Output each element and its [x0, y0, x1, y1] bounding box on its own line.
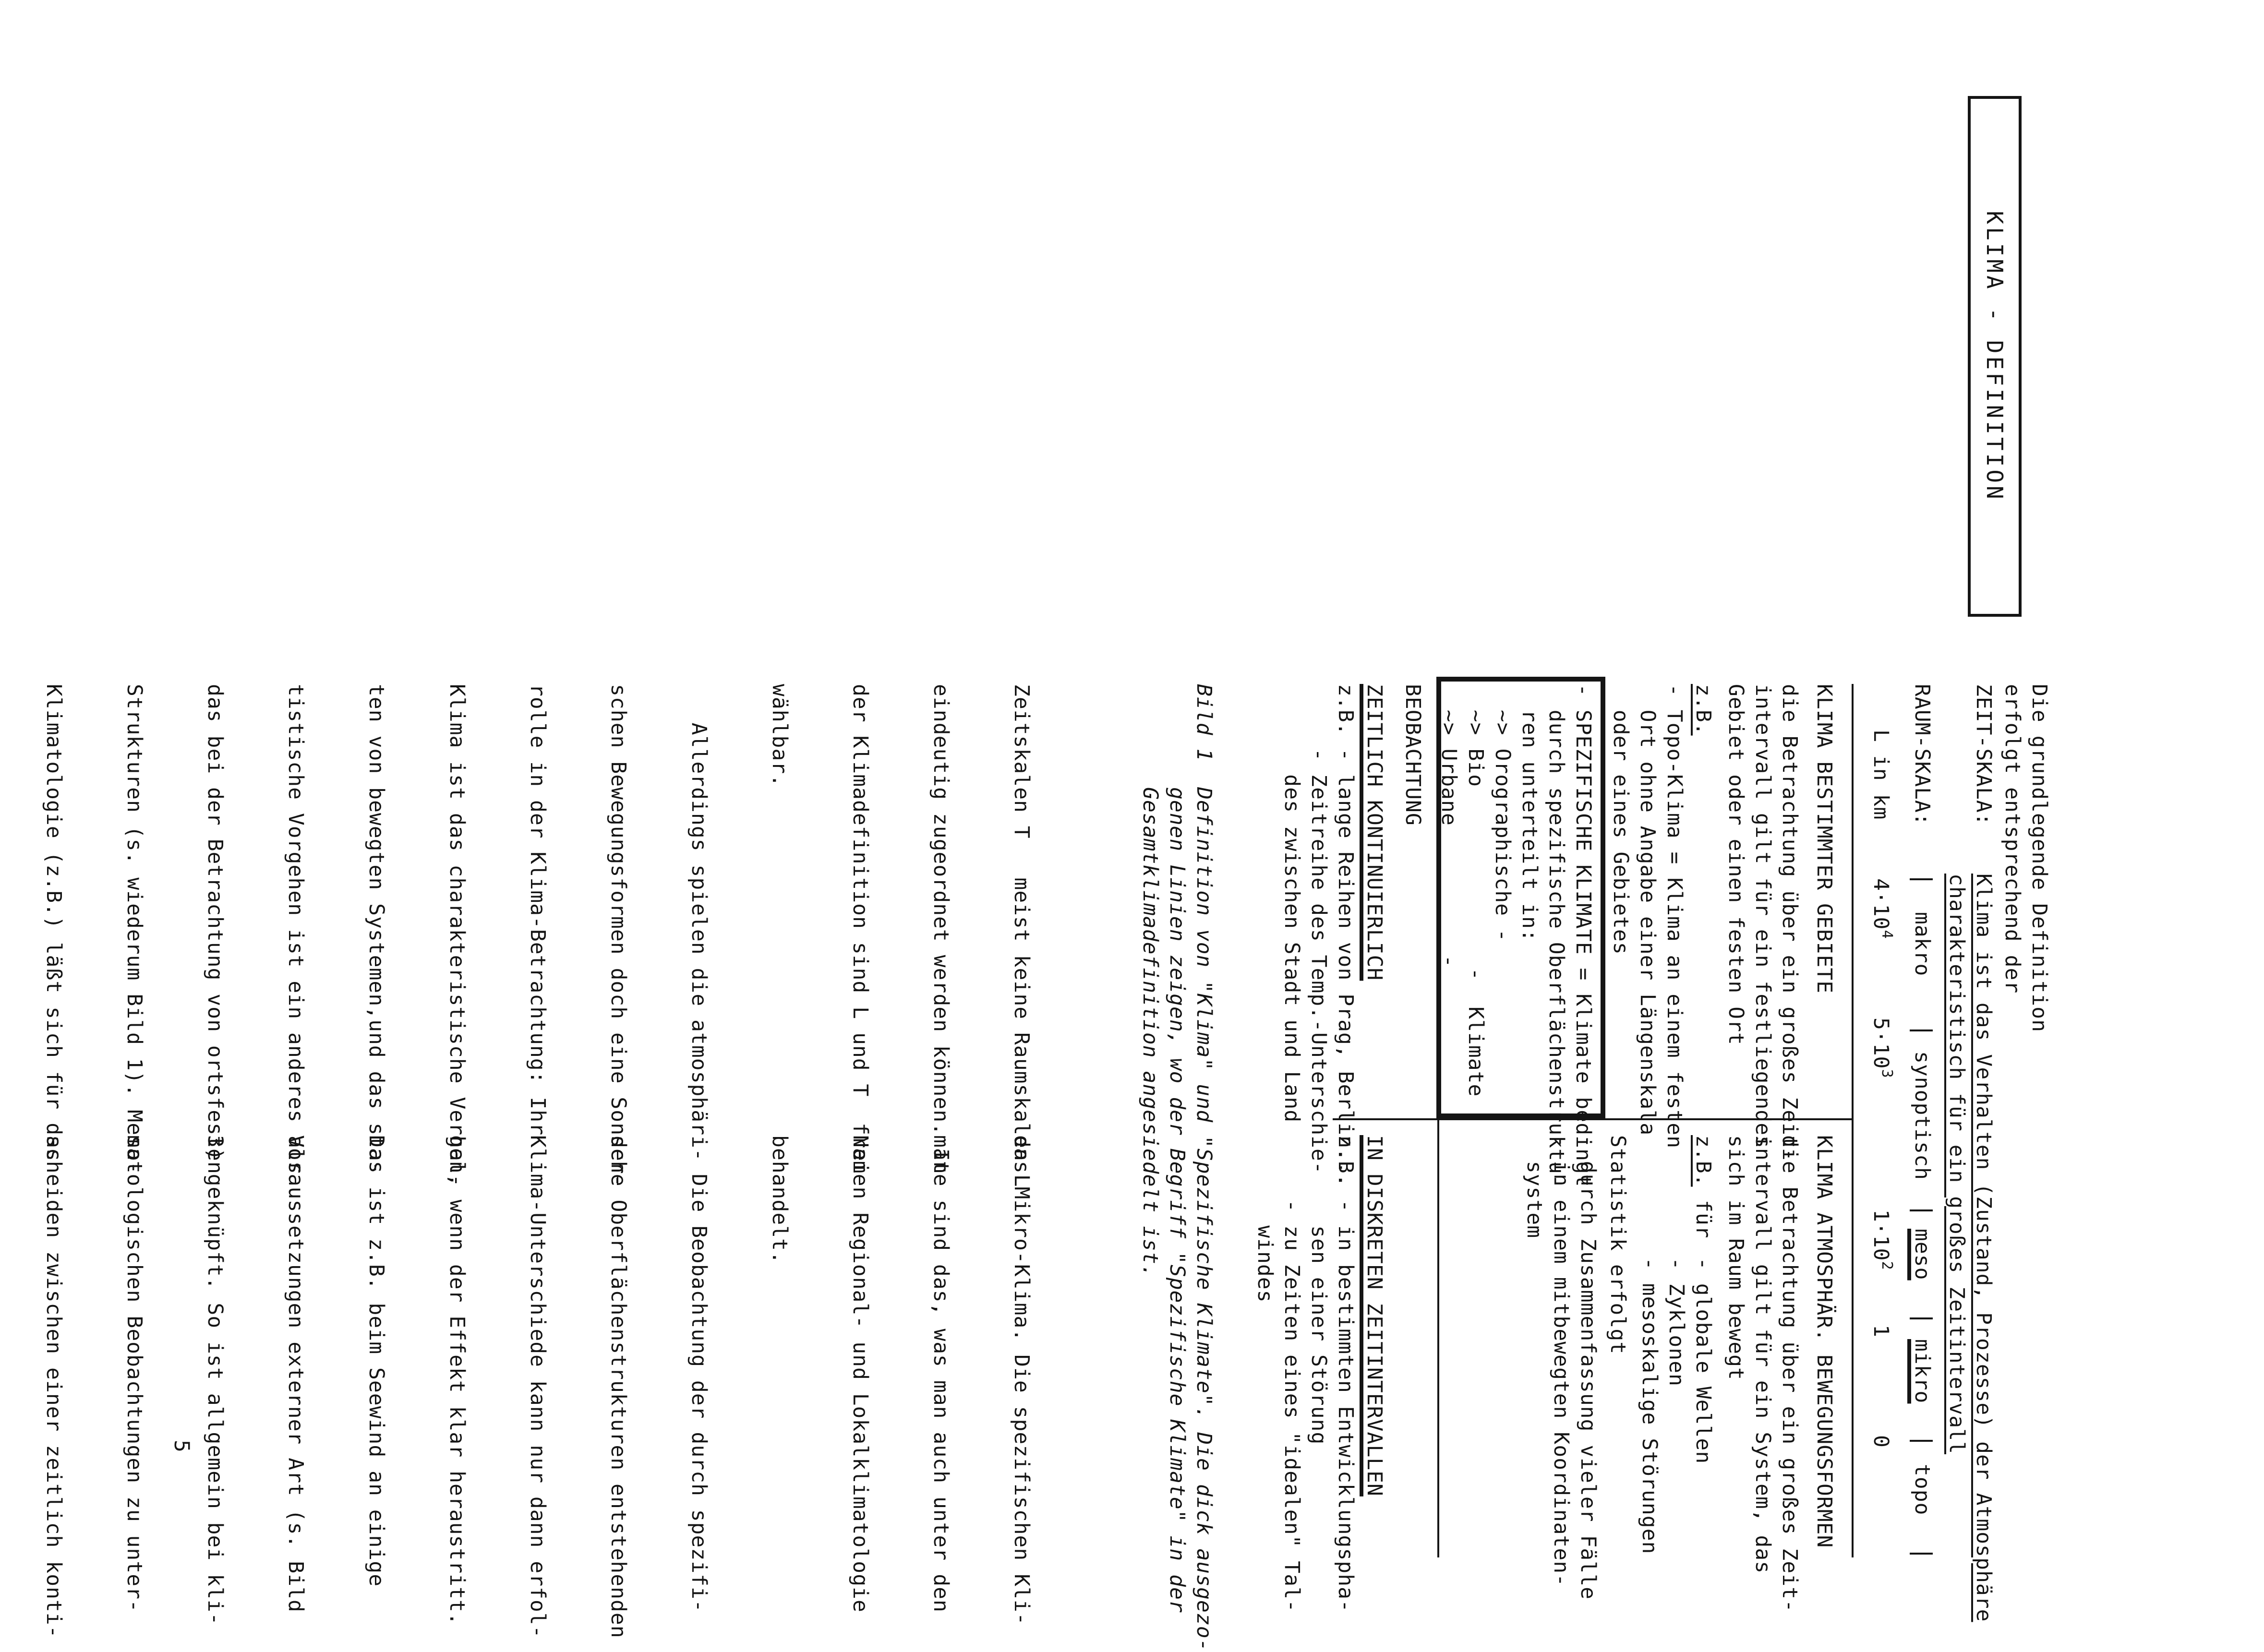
body-line: Zeitskalen T meist keine Raumskalen L [1010, 684, 1034, 1187]
spezifische-line-1: - SPEZIFISCHE KLIMATE = Klimate bedingt [1571, 684, 1595, 1187]
left-para-2: intervall gilt für ein festliegendes [1751, 684, 1775, 1149]
scale-value-1-exp: 4 [1879, 930, 1896, 939]
zeit-skala-label: ZEIT-SKALA: [1972, 684, 1996, 826]
page-title: KLIMA - DEFINITION [1982, 211, 2008, 502]
right-wave-2: - Zyklonen [1664, 1257, 1688, 1387]
scale-synoptisch: synoptisch [1910, 1051, 1934, 1180]
right-fuer: für [1691, 1200, 1715, 1239]
intro-line-1: Die grundlegende Definition [2027, 684, 2051, 1032]
body-line: Das ist z.B. beim Seewind an einige [364, 1135, 388, 1587]
right-stat-2: - in einem mitbewegten Koordinaten- [1549, 1135, 1573, 1587]
body-line: der Klimadefinition sind L und T frei [848, 684, 872, 1174]
scale-tick [1910, 1553, 1933, 1555]
diskret-line-3: - zu Zeiten eines "idealen" Tal- [1280, 1135, 1304, 1613]
body-line: ten von bewegten Systemen,und das sta- [364, 684, 388, 1174]
right-para-2: intervall gilt für ein System, das [1751, 1135, 1775, 1574]
scale-meso: meso [1910, 1229, 1934, 1281]
body-line: schen Bewegungsformen doch eine Sonder- [606, 684, 630, 1187]
page-number: 5 [169, 1440, 193, 1453]
spezifische-line-4: ~> Orographische - [1491, 684, 1515, 942]
left-topo-3: oder eines Gebietes [1609, 684, 1633, 955]
right-stat-1: - durch Zusammenfassung vieler Fälle [1576, 1135, 1600, 1600]
body-line: Die Beobachtung der durch spezifi- [687, 1135, 711, 1613]
scale-tick [1910, 1209, 1933, 1211]
scale-value-2-exp: 3 [1879, 1069, 1896, 1078]
body-line: Allerdings spielen die atmosphäri- [687, 684, 711, 1161]
body-line: Klimatologie (z.B.) läßt sich für das [42, 684, 66, 1161]
body-left-column [0, 684, 1089, 1187]
kontinuierlich-line-2: - Zeitreihe des Temp.-Unterschie- [1307, 684, 1331, 1174]
zeit-skala-line-2: charakteristisch für ein großes Zeitintervall [1945, 874, 1969, 1454]
scale-value-2-base: 5·10 [1869, 1018, 1893, 1069]
diskret-line-1: z.B. - in bestimmten Entwicklungspha- [1334, 1135, 1358, 1613]
body-line: tistische Vorgehen ist ein anderes als [284, 684, 308, 1174]
kontinuierlich-line-1: z.B. - lange Reihen von Prag, Berlin... [1334, 684, 1358, 1187]
body-line: 3) geknüpft. So ist allgemein bei kli- [203, 1135, 227, 1626]
scale-value-5: 0 [1869, 1435, 1893, 1448]
body-line: das Mikro-Klima. Die spezifischen Kli- [1010, 1135, 1034, 1626]
right-statistik: Statistik erfolgt [1606, 1135, 1630, 1355]
right-para-3: sich im Raum bewegt [1724, 1135, 1748, 1380]
kontinuierlich-heading: ZEITLICH KONTINUIERLICH [1362, 684, 1386, 981]
caption-line-2: genen Linien zeigen, wo der Begriff "Spezifische Klimate" in der [1165, 787, 1189, 1613]
body-line: Klima ist das charakteristische Verhal- [445, 684, 469, 1187]
scale-topo: topo [1910, 1464, 1934, 1516]
left-topo-1: - Topo-Klima = Klima an einem festen [1662, 684, 1686, 1149]
body-line: wählbar. [768, 684, 792, 788]
scale-mikro: mikro [1910, 1339, 1934, 1404]
body-line: matologischen Beobachtungen zu unter- [122, 1135, 146, 1613]
body-line: mate sind das, was man auch unter den [929, 1135, 953, 1613]
body-line: gen, wenn der Effekt klar heraustritt. [445, 1135, 469, 1626]
observation-rule [1437, 684, 1439, 1557]
scale-value-1-base: 4·10 [1869, 878, 1893, 930]
right-para-1: die Betrachtung über ein großes Zeit- [1778, 1135, 1802, 1613]
left-para-3: Gebiet oder einen festen Ort [1724, 684, 1748, 1045]
right-stat-3: system [1522, 1135, 1546, 1239]
diskret-line-2: sen einer Störung [1307, 1135, 1331, 1445]
divider-rule [1852, 684, 1854, 1557]
intro-line-2: erfolgt entsprechend der [2000, 684, 2024, 994]
left-zb: z.B. [1691, 684, 1715, 736]
spezifische-line-6: ~> Urbane - [1437, 684, 1461, 968]
body-line: Voraussetzungen externer Art (s. Bild [284, 1135, 308, 1613]
right-heading: KLIMA ATMOSPHÄR. BEWEGUNGSFORMEN [1812, 1135, 1836, 1548]
page-title-box [1968, 96, 2022, 617]
scale-value-1 [1867, 878, 1894, 939]
body-line: Namen Regional- und Lokalklimatologie [848, 1135, 872, 1613]
left-topo-2: Ort ohne Angabe einer Längenskala [1636, 684, 1660, 1136]
caption-label: Bild 1 [1192, 684, 1216, 762]
caption-line-3: Gesamtklimadefinition angesiedelt ist. [1138, 787, 1162, 1278]
raum-skala-label: RAUM-SKALA: [1910, 684, 1934, 826]
zeit-skala-line-1: Klima ist das Verhalten (Zustand, Prozesse) der Atmosphäre [1972, 874, 1996, 1622]
scale-value-4: 1 [1869, 1325, 1893, 1338]
body-line: rolle in der Klima-Betrachtung: Ihr [526, 684, 550, 1136]
scale-tick [1910, 1440, 1933, 1442]
body-line: scheiden zwischen einer zeitlich konti- [42, 1135, 66, 1639]
left-para-1: die Betrachtung über ein großes Zeit- [1778, 684, 1802, 1161]
body-line: Klima-Unterschiede kann nur dann erfol- [526, 1135, 550, 1639]
caption-line-1: Definition von "Klima" und "Spezifische Klimate". Die dick ausgezo- [1192, 787, 1216, 1652]
body-line: behandelt. [768, 1135, 792, 1264]
scale-value-2 [1867, 1018, 1894, 1078]
body-right-column [0, 1135, 1089, 1639]
right-wave-3: - mesoskalige Störungen [1638, 1257, 1662, 1555]
scale-tick [1910, 1030, 1933, 1031]
kontinuierlich-line-3: des zwischen Stadt und Land [1280, 684, 1304, 1123]
left-heading: KLIMA BESTIMMTER GEBIETE [1812, 684, 1836, 994]
body-line: sche Oberflächenstrukturen entstehenden [606, 1135, 630, 1639]
body-line: Strukturen (s. wiederum Bild 1). Meso- [122, 684, 146, 1174]
scale-value-3-exp: 2 [1879, 1261, 1896, 1270]
spezifische-line-2: durch spezifische Oberflächenstruktu- [1544, 684, 1568, 1187]
scale-tick [1910, 1317, 1933, 1319]
scale-makro: makro [1910, 912, 1934, 977]
scale-value-3 [1867, 1209, 1894, 1270]
l-in-km-label: L in km [1869, 730, 1893, 820]
spezifische-line-3: ren unterteilt in: [1517, 684, 1541, 942]
scale-value-3-base: 1·10 [1869, 1209, 1893, 1261]
diskret-line-4: windes [1253, 1135, 1277, 1303]
scale-tick [1910, 878, 1933, 880]
body-line: das bei der Betrachtung von ortsfesten [203, 684, 227, 1174]
beobachtung-heading: BEOBACHTUNG [1401, 684, 1425, 826]
right-wave-1: - globale Wellen [1691, 1257, 1715, 1464]
diskret-heading: IN DISKRETEN ZEITINTERVALLEN [1362, 1135, 1386, 1496]
body-line: eindeutig zugeordnet werden können. In [929, 684, 953, 1174]
spezifische-line-5: ~> Bio - Klimate [1464, 684, 1488, 1097]
right-zb: z.B. [1691, 1135, 1715, 1187]
